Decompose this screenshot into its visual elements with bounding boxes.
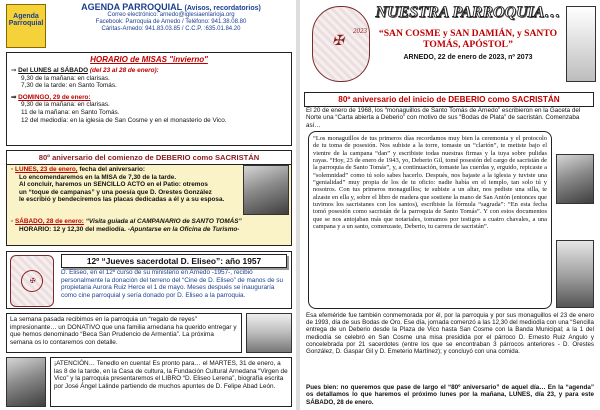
deberio-monday-line4: le escribió y bendeciremos las placas dedicadas a él y a su esposa. [19,196,225,204]
parish-seal [312,6,370,82]
agenda-logo-line1: Agenda [13,13,39,20]
article-para2: Esa efeméride fue también conmemorada por él, por la parroquia y por sus monaguillos el 23 de enero de 1993, día de sus Bodas de Oro. Ese día, jornada comenzó a las 12,30 del mediodía con una “Sencilla entrega de un Deberio desde la Plaza de Vico hasta San Cosme con la Banda Municipal; a la 1 del mediodía se celebró en San Cosme una misa presidida por el párroco D. Ernesto Ruiz Angulo y concelebrada por 21 sacerdotes (entre los que se encontraban 3 párrocos anteriores - D. Orestes González, D. Gaspar Gil y D. Emeterio Martínez); y concluyó con una comida. [306,312,594,356]
deberio-monday-line3: un “toque de campanas” y una poesía que D. Orestes González [19,188,212,196]
horario-sunday-head: ⇒ DOMINGO, 29 de enero: [11,93,91,101]
horario-week-line2: 7,30 de la tarde: en Santo Tomás. [21,82,117,90]
deberio-saturday-line2: HORARIO: 12 y 12,30 del mediodía. -Apuntarse en la Oficina de Turismo- [19,225,240,233]
donation-notice [6,313,242,353]
agenda-header [50,2,292,34]
deberio-saturday: ▫ SÁBADO, 28 de enero: “Visita guiada al CAMPANARIO de SANTO TOMÁS” HORARIO: 12 y 12,30 del mediodía. -Apuntarse en la Oficina de Turismo- [11,218,289,233]
atencion-text: ¡ATENCIÓN… Tenedlo en cuenta! Es pronto para… el MARTES, 31 de enero, a las 8 de la tarde, en la Casa de cultura, la Fundación Cultural Arnedana “Virgen de Vico” y la parroquia presentaremos el LIBRO “D. Eliseo Lerena”, biografía escrita por José Ángel Lalinde partiendo de muchos apuntes de D. Felipe Abad León. [54,360,288,390]
atencion-section [50,357,292,407]
parish-seal-cross: ✠ [332,34,344,49]
square-bullet-icon: ▫ [11,218,16,225]
right-date: ARNEDO, 22 de enero de 2023, nº 2073 [403,54,533,61]
eliseo-seal [10,255,54,307]
agenda-logo [6,4,46,48]
right-title: NUESTRA PARROQUIA… [375,4,561,21]
agenda-logo-line2: Parroquial [8,20,44,27]
eliseo-text: D. Eliseo, en el 12º curso de su ministerio en Arnedo -1957-, recibió personalmente la donación del terreno del “Cine de D. Eliseo” de manos de su propietaria Aurora Ruiz Herce el 1 de mayo. Meses después se inauguraría como cine parroquial y sería donado por D. Eliseo a la parroquia. [61,269,284,299]
parish-seal-year: 2023 [353,27,367,35]
right-header [372,4,564,61]
horario-title: HORARIO de MISAS "invierno" [90,55,208,64]
article-intro: El 20 de enero de 1968, los “monaguillos de Santo Tomás de Arnedo” escribieron en la Gaceta del Norte una “Carta abierta a Deberio” con motivo de sus “Bodas de Plata” de sacristán. Comenzaba así… [306,107,581,129]
agenda-title: AGENDA PARROQUIAL (Avisos, recordatorios) [81,2,261,12]
notice-side-photo [246,313,292,353]
horario-sunday-line3: 12 del mediodía: en la iglesia de San Cosme y en el monasterio de Vico. [21,116,227,124]
church-drawing [566,6,596,82]
article-letter-text: “Los monaguillos de tus primeros días recordamos muy bien la ceremonia y el protocolo de tu toma de posesión. Nos subiste a la torre, tomaste un “clarión”, te metiste bajo el vientre de la campana “dan” y escribiste todas nuestras firmas y la tuya sobre pulidas rayas. “Hoy, 23 de enero de 1943, yo, Deberio Gil, tomé posesión del cargo de sacristán de la parroquia de Santo Tomás”, y, a continuación, tomaste las cuerdas y, erguido, repicaste a “solemnidad” como tú solo sabes hacerlo. Después, nos bajaste a la iglesia y tuviste una “genialidad” muy propia de los de tu oficio: nadie había en el templo, tan solo tú y nosotros. Con tus primeros monaguillos; te subiste a un altar, nos pediste una silla, te alzaste en ella y, sobre el libro de madera que sostiene la mano de San Antón (entonces que tuvimos los sacristanes con los santos), escribiste la fórmula “sagrada”: “En esta fecha tomó posesión como sacristán de la parroquia de Santo Tomás”. Y con estos documentos que se nos antojaban más que notariales, tomamos por testigos a cuatro chavales, a una campana y a un santo, comenzaste, Deberio, tu carrera de sacristán”. [313,135,547,231]
horario-sunday-line1: 9,30 de la mañana: en clarisas. [21,101,110,109]
deberio-monday: ▫ LUNES, 23 de enero, fecha del aniversario: Lo encomendaremos en la MISA de 7,30 de la tarde. Al concluir, haremos un SENCILLO ACTO en el Patio: otremos un “toque de campanas” y una poesía que D. Orestes González le escribió y bendeciremos las placas dedicadas a él y a su esposa. [11,166,243,204]
right-subtitle: “SAN COSME y SAN DAMIÁN, y SANTO TOMÁS, APÓSTOL” [378,28,558,50]
deberio-section [6,150,292,246]
article-title: 80º aniversario del inicio de DEBERIO como SACRISTÁN [304,92,594,107]
donation-notice-text: La semana pasada recibimos en la parroquia un “regalo de reyes” impresionante… un DONATIVO que una familia arnedana ha querido entregar y que hemos denominado “Beca San Prudencio de Armentia”. La próxima semana os lo contaremos con detalle. [10,316,237,346]
article-para3: Pues bien: no queremos que pase de largo el “80º aniversario” de aquel día… En la “agenda” os detallamos lo que haremos el próximo lunes por la mañana, LUNES, día 23, y para este SÁBADO, 28 de enero. [306,384,594,406]
deberio-title: 80º aniversario del comienzo de DEBERIO como SACRISTÁN [7,151,291,165]
agenda-email: Correo electrónico: arnedo@iglesiaenlarioja.org [107,12,235,18]
horario-week-line1: 9,30 de la mañana: en clarisas. [21,74,110,82]
horario-sunday-line2: 11 de la mañana: en Santo Tomás. [21,108,120,116]
agenda-caritas: Cáritas-Arnedo: 941.83.03.85 / C.C.P. :635.01.84.20 [101,26,241,33]
eliseo-seal-mark: ✠ [21,270,43,292]
deberio-bell-photo [556,240,594,308]
square-bullet-icon: ▫ [11,166,16,173]
page-gutter [296,0,300,410]
article-letter [308,131,552,309]
deberio-portrait [556,154,594,204]
deberio-photo [243,165,289,215]
arrow-right-icon: ⇒ [11,67,19,74]
eliseo-section [6,251,292,309]
deberio-monday-line1: Lo encomendaremos en la MISA de 7,30 de la tarde. [19,173,177,181]
book-author-photo [6,357,46,407]
deberio-monday-line2: Al concluir, haremos un SENCILLO ACTO en el Patio: otremos [19,181,208,189]
horario-week-head: ⇒ Del LUNES al SÁBADO (del 23 al 28 de enero): [11,67,159,74]
arrow-right-icon: ⇒ [11,93,19,101]
agenda-facebook: Facebook: Parroquia de Arnedo / Teléfono: 941.38.08.80 [95,19,247,26]
horario-section [6,52,292,146]
eliseo-title: 12º “Jueves sacerdotal D. Eliseo”: año 1957 [61,254,287,268]
